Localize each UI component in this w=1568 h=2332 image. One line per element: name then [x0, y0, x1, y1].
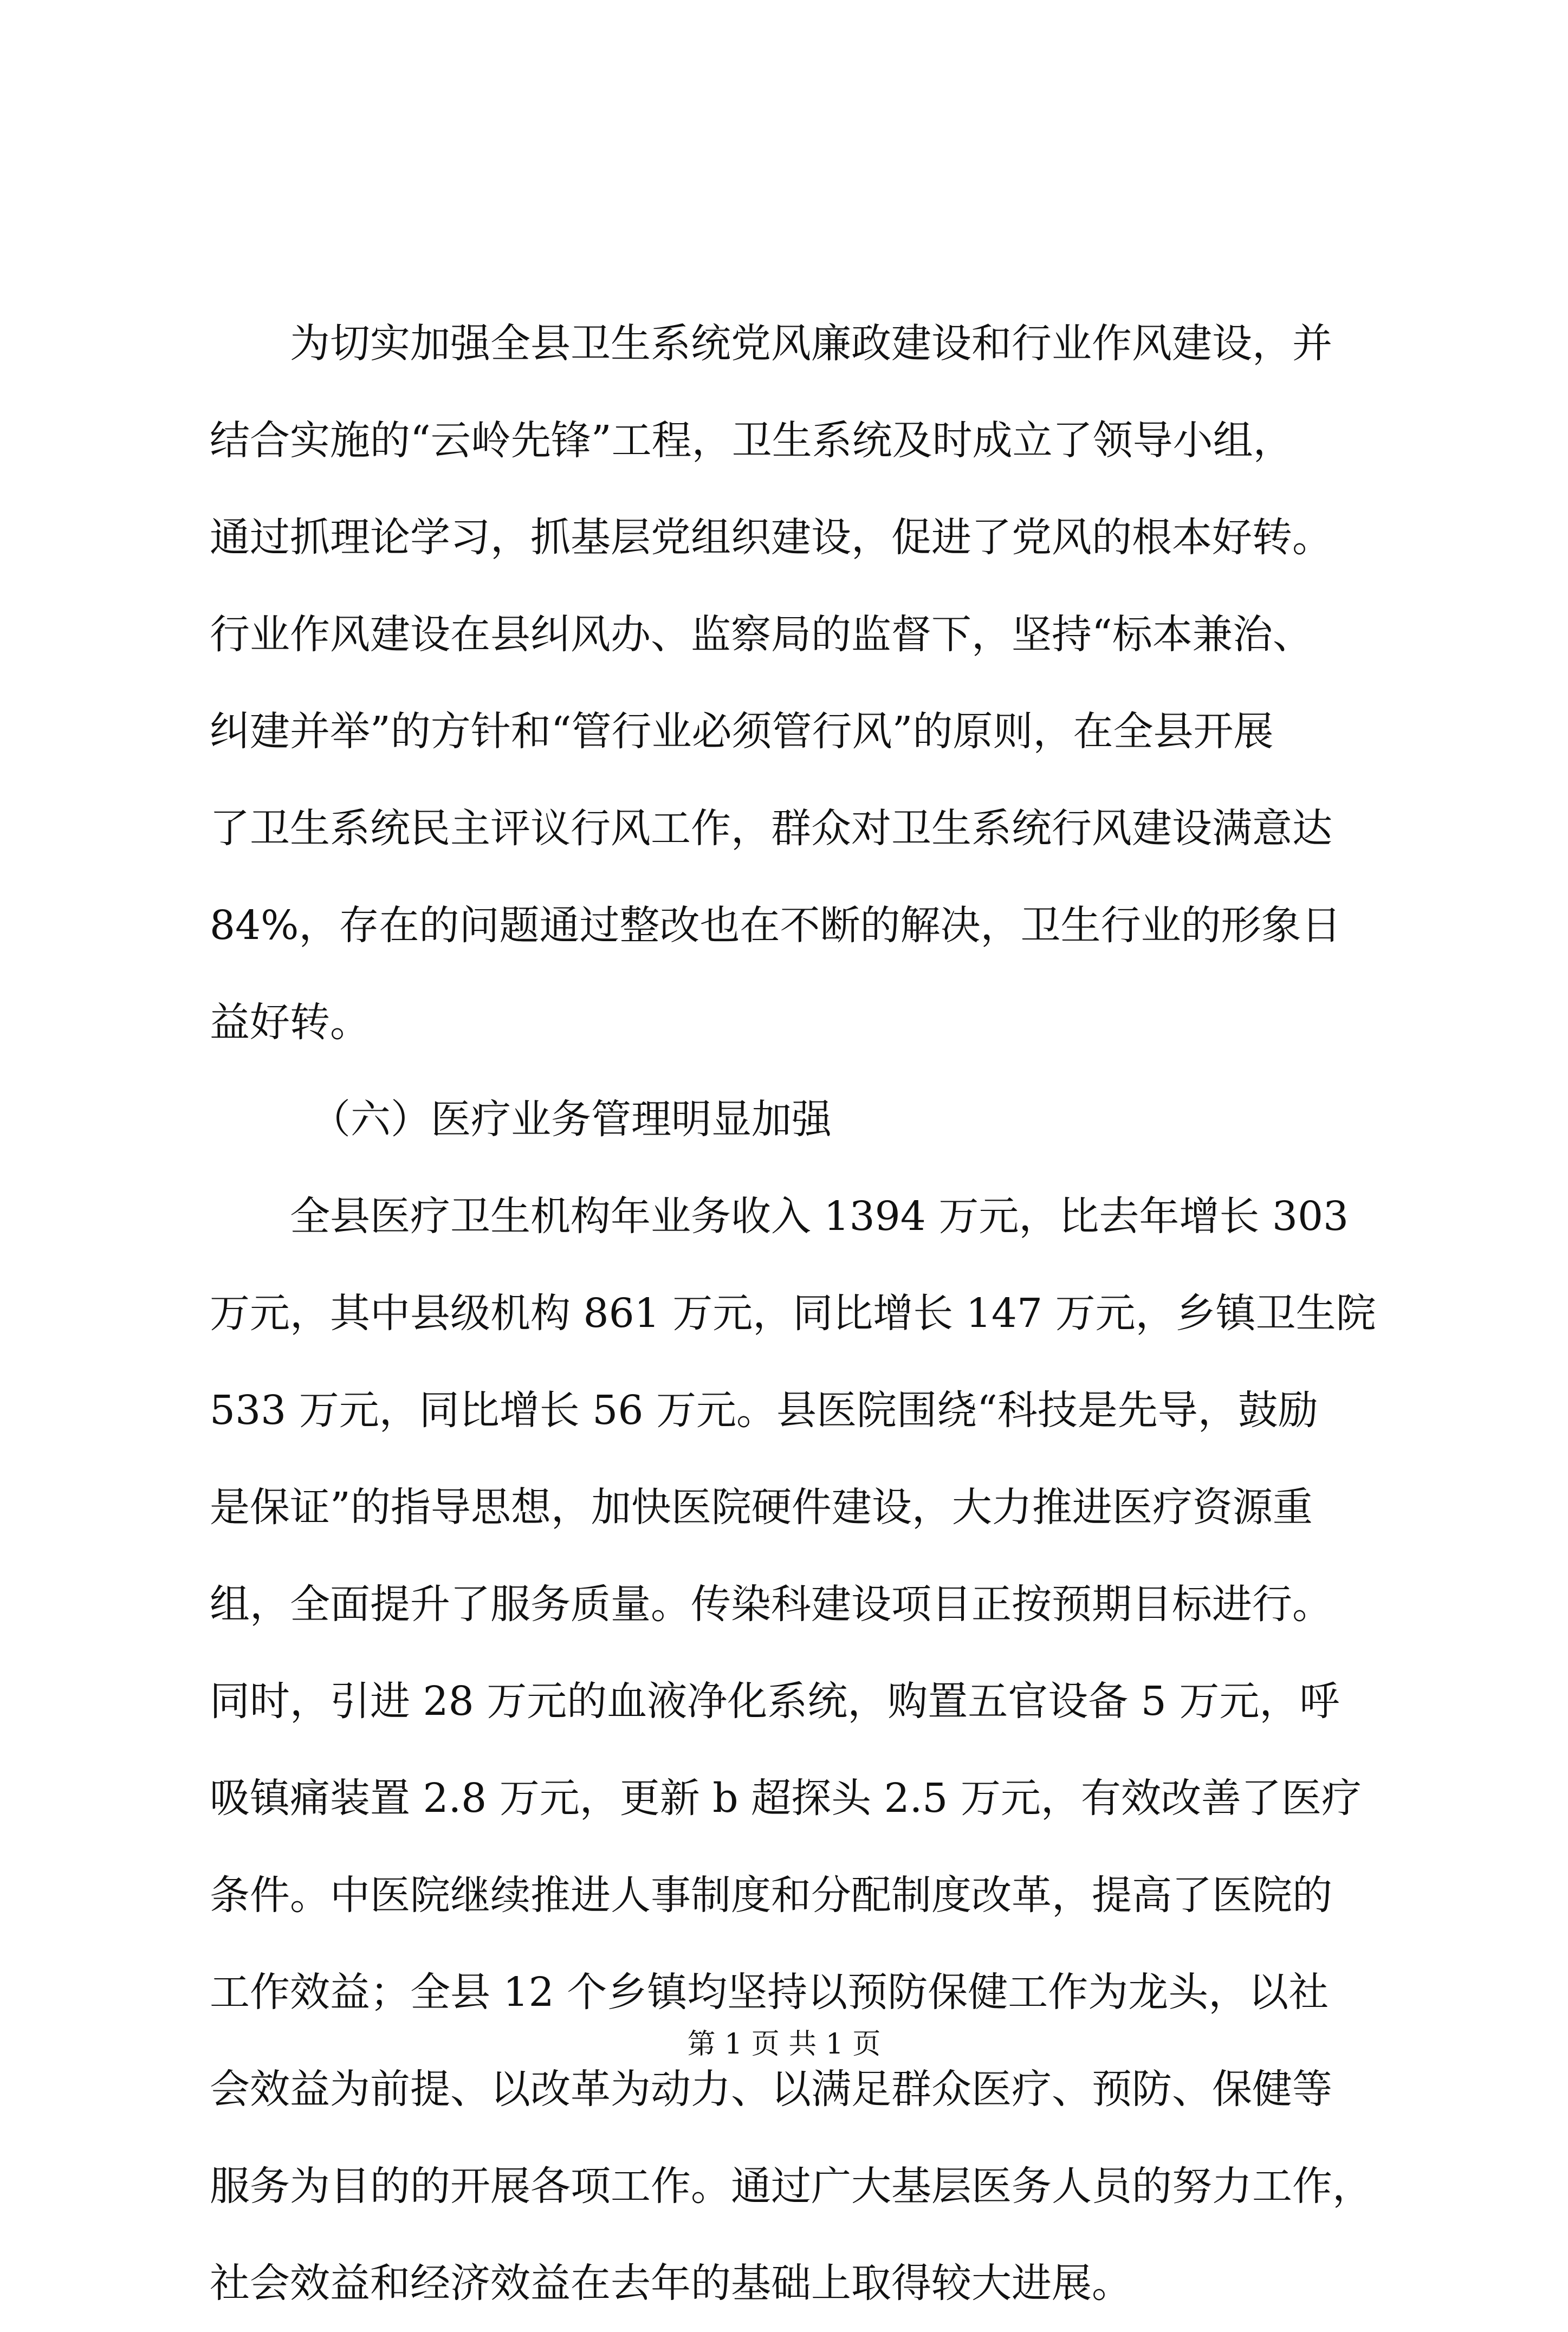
text-line: 通过抓理论学习，抓基层党组织建设，促进了党风的根本好转。	[210, 514, 1332, 561]
text-line: 行业作风建设在县纠风办、监察局的监督下，坚持“标本兼治、	[210, 611, 1313, 658]
text-line: 条件。中医院继续推进人事制度和分配制度改革，提高了医院的	[210, 1872, 1332, 1919]
text-line: 社会效益和经济效益在去年的基础上取得较大进展。	[210, 2260, 1132, 2307]
section-heading: （六）医疗业务管理明显加强	[310, 1096, 832, 1143]
page-footer: 第 1 页 共 1 页	[687, 2028, 881, 2061]
text-line: 是保证”的指导思想，加快医院硬件建设，大力推进医疗资源重	[210, 1484, 1313, 1531]
text-line: 了卫生系统民主评议行风工作，群众对卫生系统行风建设满意达	[210, 805, 1332, 852]
text-line: 工作效益；全县 12 个乡镇均坚持以预防保健工作为龙头，以社	[210, 1969, 1329, 2016]
text-line: 533 万元，同比增长 56 万元。县医院围绕“科技是先导，鼓励	[210, 1387, 1318, 1434]
text-line: 服务为目的的开展各项工作。通过广大基层医务人员的努力工作，	[210, 2163, 1372, 2210]
text-line: 为切实加强全县卫生系统党风廉政建设和行业作风建设，并	[290, 320, 1332, 367]
text-line: 组，全面提升了服务质量。传染科建设项目正按预期目标进行。	[210, 1581, 1332, 1628]
paragraph-party-conduct	[210, 295, 1364, 1071]
text-line: 吸镇痛装置 2.8 万元，更新 b 超探头 2.5 万元，有效改善了医疗	[210, 1775, 1362, 1822]
text-line: 84%，存在的问题通过整改也在不断的解决，卫生行业的形象日	[210, 902, 1342, 949]
text-line: 全县医疗卫生机构年业务收入 1394 万元，比去年增长 303	[290, 1193, 1349, 1240]
text-line: 万元，其中县级机构 861 万元，同比增长 147 万元，乡镇卫生院	[210, 1290, 1376, 1337]
text-line: 结合实施的“云岭先锋”工程，卫生系统及时成立了领导小组，	[210, 417, 1293, 464]
text-line: 益好转。	[210, 999, 370, 1046]
paragraph-medical-business	[210, 1168, 1376, 2332]
text-line: 同时，引进 28 万元的血液净化系统，购置五官设备 5 万元，呼	[210, 1678, 1340, 1725]
text-line: 纠建并举”的方针和“管行业必须管行风”的原则，在全县开展	[210, 708, 1274, 755]
text-line: 会效益为前提、以改革为动力、以满足群众医疗、预防、保健等	[210, 2066, 1332, 2113]
